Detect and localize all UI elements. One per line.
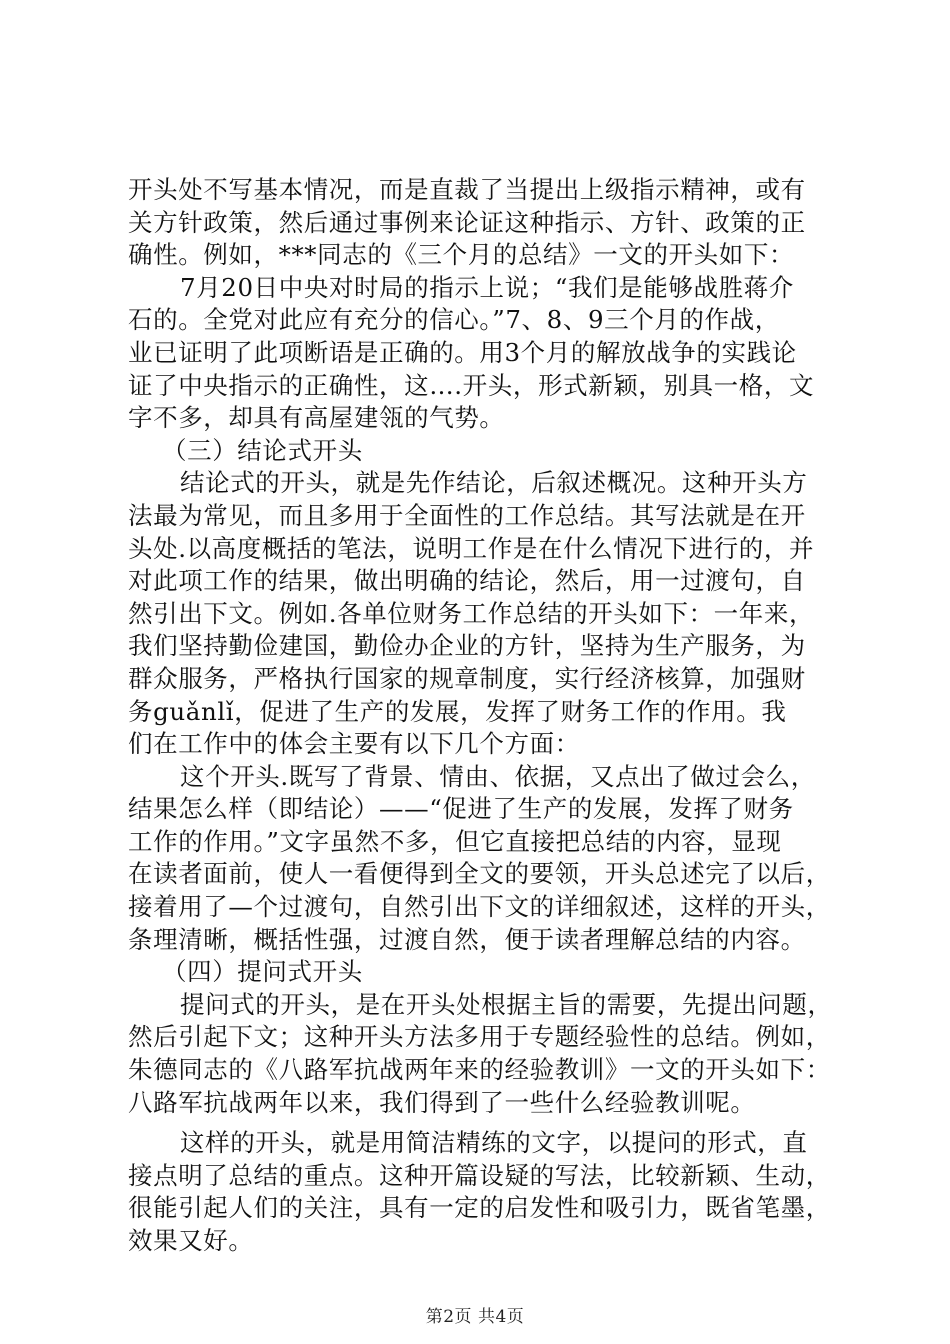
text-line: 结论式的开头，就是先作结论，后叙述概况。这种开头方 <box>180 468 808 498</box>
text-line: 对此项工作的结果，做出明确的结论，然后，用一过渡句，自 <box>128 566 806 596</box>
text-line: 然后引起下文；这种开头方法多用于专题经验性的总结。例如， <box>128 1022 831 1052</box>
section-heading: （四）提问式开头 <box>162 957 363 987</box>
document-body <box>128 174 833 1258</box>
text-line: 们在工作中的体会主要有以下几个方面： <box>128 729 580 759</box>
text-line: 这个开头.既写了背景、情由、依据，又点出了做过会么， <box>180 761 816 791</box>
page-number-footer: 第2页 共4页 <box>425 1307 525 1327</box>
section-heading: （三）结论式开头 <box>162 435 363 465</box>
text-line: 提问式的开头，是在开头处根据主旨的需要，先提出问题， <box>180 989 833 1019</box>
text-line: 7月20日中央对时局的指示上说；“我们是能够战胜蒋介 <box>180 272 794 302</box>
text-line: 然引出下文。例如.各单位财务工作总结的开头如下：一年来， <box>128 598 815 628</box>
text-line: 群众服务，严格执行国家的规章制度，实行经济核算，加强财 <box>128 663 806 693</box>
text-line: 很能引起人们的关注，具有一定的启发性和吸引力，既省笔墨， <box>128 1193 831 1223</box>
text-line: 我们坚持勤俭建国，勤俭办企业的方针，坚持为生产服务，为 <box>128 631 806 661</box>
text-line: 证了中央指示的正确性，这….开头，形式新颖，别具一格，文 <box>128 370 815 400</box>
text-line: 法最为常见，而且多用于全面性的工作总结。其写法就是在开 <box>128 500 806 530</box>
text-line: 接点明了总结的重点。这种开篇设疑的写法，比较新颖、生动， <box>128 1160 831 1190</box>
text-line: 头处.以高度概括的笔法，说明工作是在什么情况下进行的，并 <box>128 533 815 563</box>
text-line: 关方针政策，然后通过事例来论证这种指示、方针、政策的正 <box>128 207 806 237</box>
text-line: 条理清晰，概括性强，过渡自然，便于读者理解总结的内容。 <box>128 924 806 954</box>
text-line: 工作的作用。”文字虽然不多，但它直接把总结的内容，显现 <box>128 826 782 856</box>
text-line: 结果怎么样（即结论）——“促进了生产的发展，发挥了财务 <box>128 794 794 824</box>
text-line: 接着用了—个过渡句，自然引出下文的详细叙述，这样的开头， <box>128 892 831 922</box>
text-line: 字不多，却具有高屋建瓴的气势。 <box>128 403 505 433</box>
text-line: 这样的开头，就是用简洁精练的文字，以提问的形式，直 <box>180 1128 808 1158</box>
text-line: 效果又好。 <box>128 1226 254 1255</box>
text-line: 朱德同志的《八路军抗战两年来的经验教训》一文的开头如下： <box>128 1055 831 1085</box>
text-line: 务guǎnlǐ，促进了生产的发展，发挥了财务工作的作用。我 <box>128 696 787 726</box>
text-line: 开头处不写基本情况，而是直裁了当提出上级指示精神，或有 <box>128 175 806 204</box>
text-line: 石的。全党对此应有充分的信心。”7、8、9三个月的作战， <box>128 305 780 335</box>
text-line: 确性。例如，***同志的《三个月的总结》一文的开头如下： <box>128 240 795 270</box>
text-line: 业已证明了此项断语是正确的。用3个月的解放战争的实践论 <box>128 337 797 367</box>
text-line: 在读者面前，使人一看便得到全文的要领，开头总述完了以后， <box>128 859 831 889</box>
text-line: 八路军抗战两年以来，我们得到了一些什么经验教训呢。 <box>128 1087 756 1117</box>
